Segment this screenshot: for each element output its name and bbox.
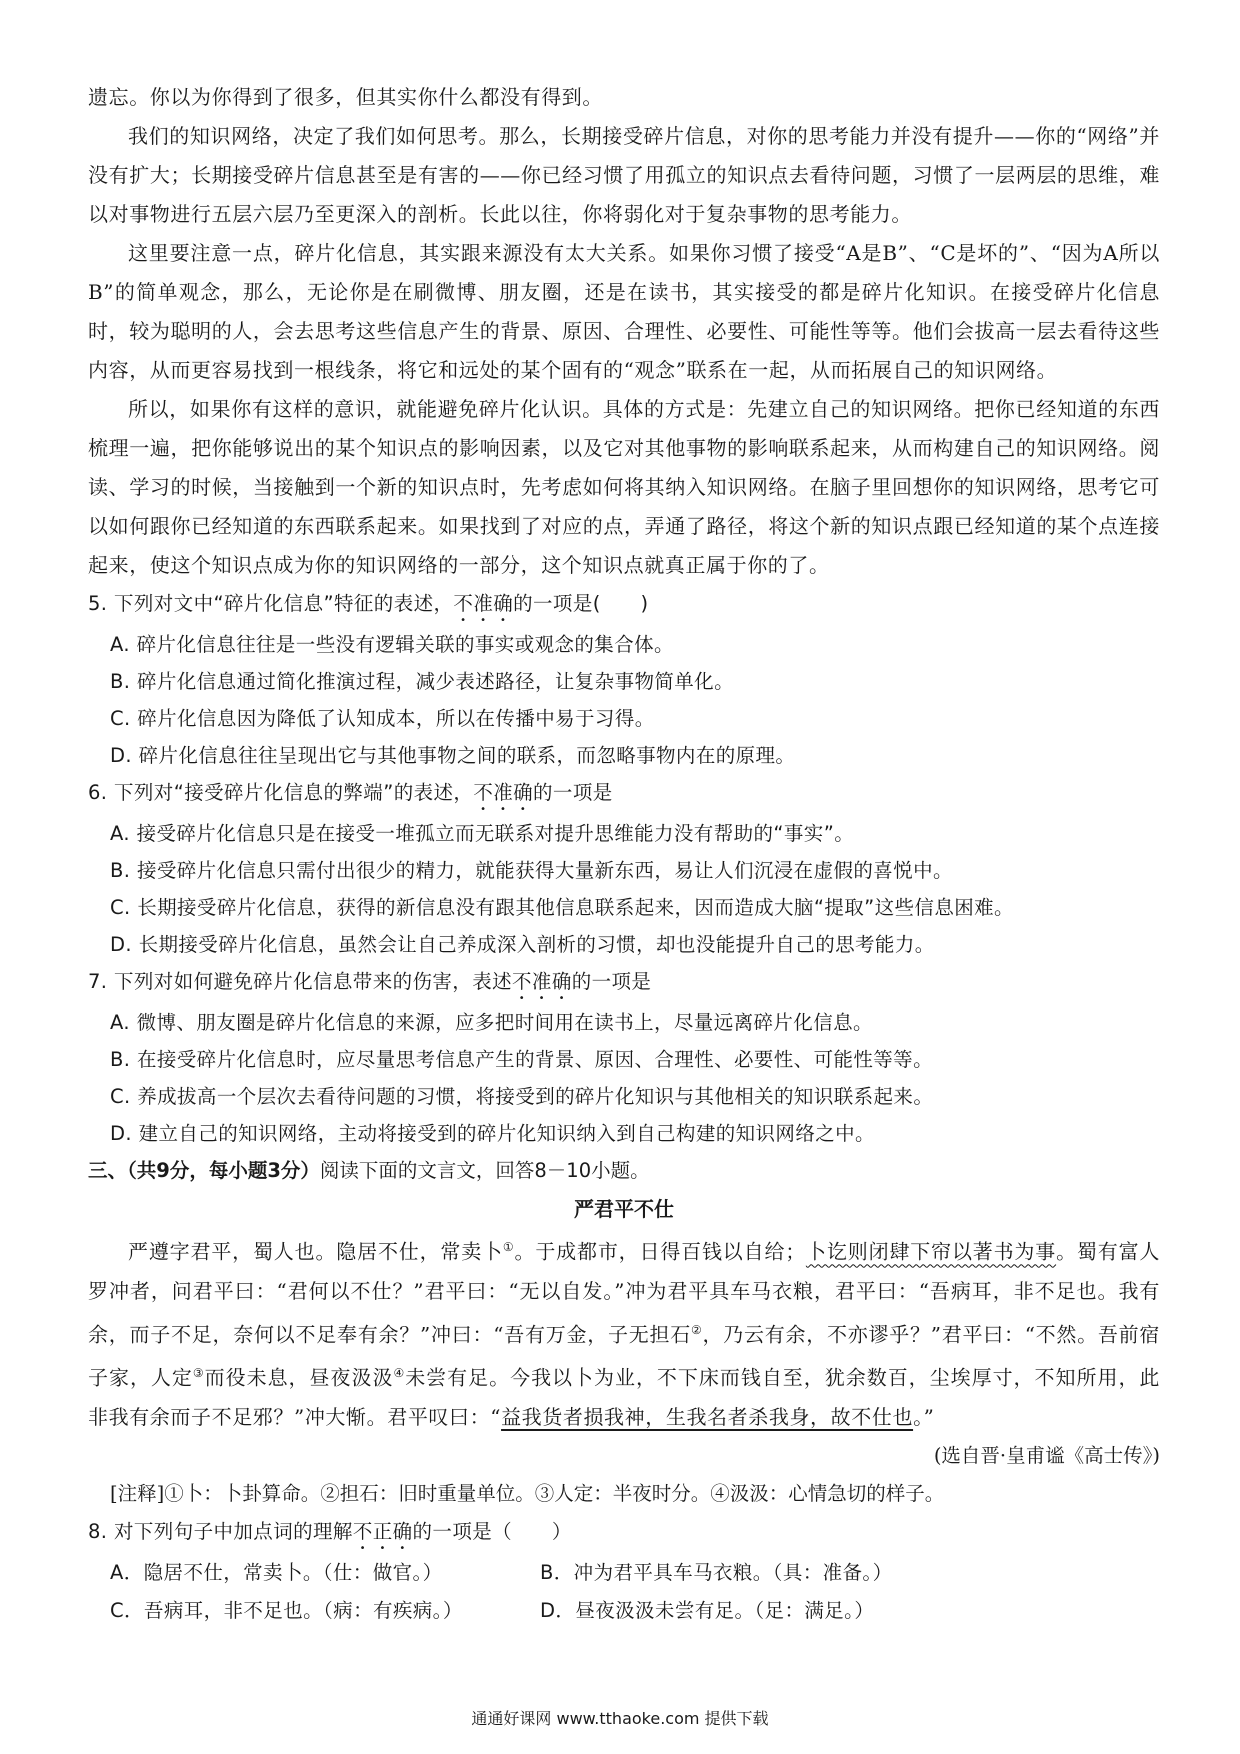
question-5-option-d: D. 碎片化信息往往呈现出它与其他事物之间的联系，而忽略事物内在的原理。 [110,744,796,767]
paragraph: 所以，如果你有这样的意识，就能避免碎片化认识。具体的方式是：先建立自己的知识网络。把你已经知道的东西梳理一遍，把你能够说出的某个知识点的影响因素，以及它对其他事物的影响联系起来，从而构建自己的知识网络。阅读、学习的时候，当接触到一个新的知识点时，先考虑如何将其纳入知识网络。在脑子里回想你的知识网络，思考它可以如何跟你已经知道的东西联系起来。如果找到了对应的点，弄通了路径，将这个新的知识点跟已经知道的某个点连接起来，使这个知识点成为你的知识网络的一部分，这个知识点就真正属于你的了。 [88,397,1160,577]
question-5-option-b: B. 碎片化信息通过简化推演过程，减少表述路径，让复杂事物简单化。 [110,670,734,693]
wavy-underlined-sentence: 卜讫则闭肆下帘以著书为事 [805,1239,1057,1264]
page-footer: 通通好课网 www.tthaoke.com 提供下载 [471,1709,769,1728]
question-8-option-d: D．昼夜汲汲未尝有足。（足：满足。） [540,1598,875,1622]
paragraph: 我们的知识网络，决定了我们如何思考。那么，长期接受碎片信息，对你的思考能力并没有提升——你的“网络”并没有扩大；长期接受碎片信息甚至是有害的——你已经习惯了用孤立的知识点去看待问题，习惯了一层两层的思维，难以对事物进行五层六层乃至更深入的剖析。长此以往，你将弱化对于复杂事物的思考能力。 [88,124,1160,226]
question-5-option-a: A. 碎片化信息往往是一些没有逻辑关联的事实或观念的集合体。 [110,633,674,656]
passage-text: 未尝有足。今我以卜为业，不下床而钱自至，犹余数百，尘埃厚寸，不知所用，此非我有余而子不足邪？”冲大惭。君平叹曰：“ [88,1365,1161,1429]
note-marker: ③ [192,1366,205,1381]
question-7-option-a: A. 微博、朋友圈是碎片化信息的来源，应多把时间用在读书上，尽量远离碎片化信息。 [110,1011,873,1034]
note-marker: ④ [393,1366,406,1381]
question-6-option-d: D. 长期接受碎片化信息，虽然会让自己养成深入剖析的习惯，却也没能提升自己的思考能力。 [110,933,935,956]
passage-text: 。” [913,1404,935,1429]
emphasis-mark: 不准确 [512,970,572,993]
stem-text: 的一项是( ) [513,592,649,615]
section-label: 三、（共9分，每小题3分） [88,1159,320,1182]
passage-source: (选自晋·皇甫谧《高士传》) [933,1443,1160,1467]
emphasis-mark: 不准确 [473,781,534,804]
passage-text: 。蜀有富人罗冲者，问君平曰：“君何以不仕？”君平曰：“无以自发。”冲为君平具车马衣粮，君平曰：“吾病耳，非不足也。我有余，而子不足，奈何以不足奉有余？”冲曰：“吾有万金，子无担石 [88,1239,1161,1347]
passage-text: ，乃云有余，不亦谬乎？”君平曰：“不然。吾前宿子家，人定 [88,1322,1161,1390]
section-3-heading [88,1152,1160,1190]
note-marker: ② [690,1322,703,1337]
question-8-stem [88,1513,1160,1554]
question-7-option-d: D. 建立自己的知识网络，主动将接受到的碎片化知识纳入到自己构建的知识网络之中。 [110,1122,875,1145]
stem-text: 的一项是 [533,781,613,804]
classical-passage [88,1228,1160,1437]
passage-title: 严君平不仕 [574,1197,674,1221]
stem-text: 5. 下列对文中“碎片化信息”特征的表述， [88,592,454,615]
underlined-sentence: 益我货者损我神，生我名者杀我身，故不仕也 [501,1404,914,1429]
section-instruction: 阅读下面的文言文，回答8－10小题。 [319,1159,650,1182]
question-7-stem [88,963,1160,1004]
note-marker: ① [502,1240,515,1254]
article-body [88,78,1160,1630]
question-8-option-c: C．吾病耳，非不足也。（病：有疾病。） [110,1598,463,1622]
question-5-stem [88,585,1160,626]
stem-text: 7. 下列对如何避免碎片化信息带来的伤害，表述 [88,970,513,993]
question-5-option-c: C. 碎片化信息因为降低了认知成本，所以在传播中易于习得。 [110,707,655,730]
passage-text: 。于成都市，日得百钱以自给； [514,1239,806,1264]
stem-text: 8. 对下列句子中加点词的理解 [88,1519,353,1543]
paragraph: 这里要注意一点，碎片化信息，其实跟来源没有太大关系。如果你习惯了接受“A是B”、“C是坏的”、“因为A所以B”的简单观念，那么，无论你是在刷微博、朋友圈，还是在读书，其实接受的都是碎片化知识。在接受碎片化信息时，较为聪明的人，会去思考这些信息产生的背景、原因、合理性、必要性、可能性等等。他们会拔高一层去看待这些内容，从而更容易找到一根线条，将它和远处的某个固有的“观念”联系在一起，从而拓展自己的知识网络。 [88,241,1160,382]
question-7-option-b: B. 在接受碎片化信息时，应尽量思考信息产生的背景、原因、合理性、必要性、可能性等等。 [110,1048,933,1071]
question-6-option-b: B. 接受碎片化信息只需付出很少的精力，就能获得大量新东西，易让人们沉浸在虚假的喜悦中。 [110,859,953,882]
passage-text: 严遵字君平，蜀人也。隐居不仕，常卖卜 [128,1239,503,1264]
emphasis-mark: 不准确 [453,592,514,615]
stem-text: 6. 下列对“接受碎片化信息的弊端”的表述， [88,781,474,804]
passage-text: 而役未息，昼夜汲汲 [204,1365,394,1390]
question-6-stem [88,774,1160,815]
stem-text: 的一项是 [571,970,652,993]
question-8-options [110,1554,1160,1630]
question-8-option-b: B．冲为君平具车马衣粮。（具：准备。） [540,1560,893,1584]
question-8-option-a: A．隐居不仕，常卖卜。（仕：做官。） [110,1560,443,1584]
passage-notes: [注释]①卜：卜卦算命。②担石：旧时重量单位。③人定：半夜时分。④汲汲：心情急切的样子。 [110,1481,945,1505]
paragraph: 遗忘。你以为你得到了很多，但其实你什么都没有得到。 [88,85,603,109]
question-6-option-c: C. 长期接受碎片化信息，获得的新信息没有跟其他信息联系起来，因而造成大脑“提取”这些信息困难。 [110,896,1014,919]
stem-text: 的一项是（ ） [412,1519,572,1543]
question-6-option-a: A. 接受碎片化信息只是在接受一堆孤立而无联系对提升思维能力没有帮助的“事实”。 [110,822,855,845]
emphasis-mark: 不正确 [352,1519,413,1543]
question-7-option-c: C. 养成拔高一个层次去看待问题的习惯，将接受到的碎片化知识与其他相关的知识联系起来。 [110,1085,934,1108]
